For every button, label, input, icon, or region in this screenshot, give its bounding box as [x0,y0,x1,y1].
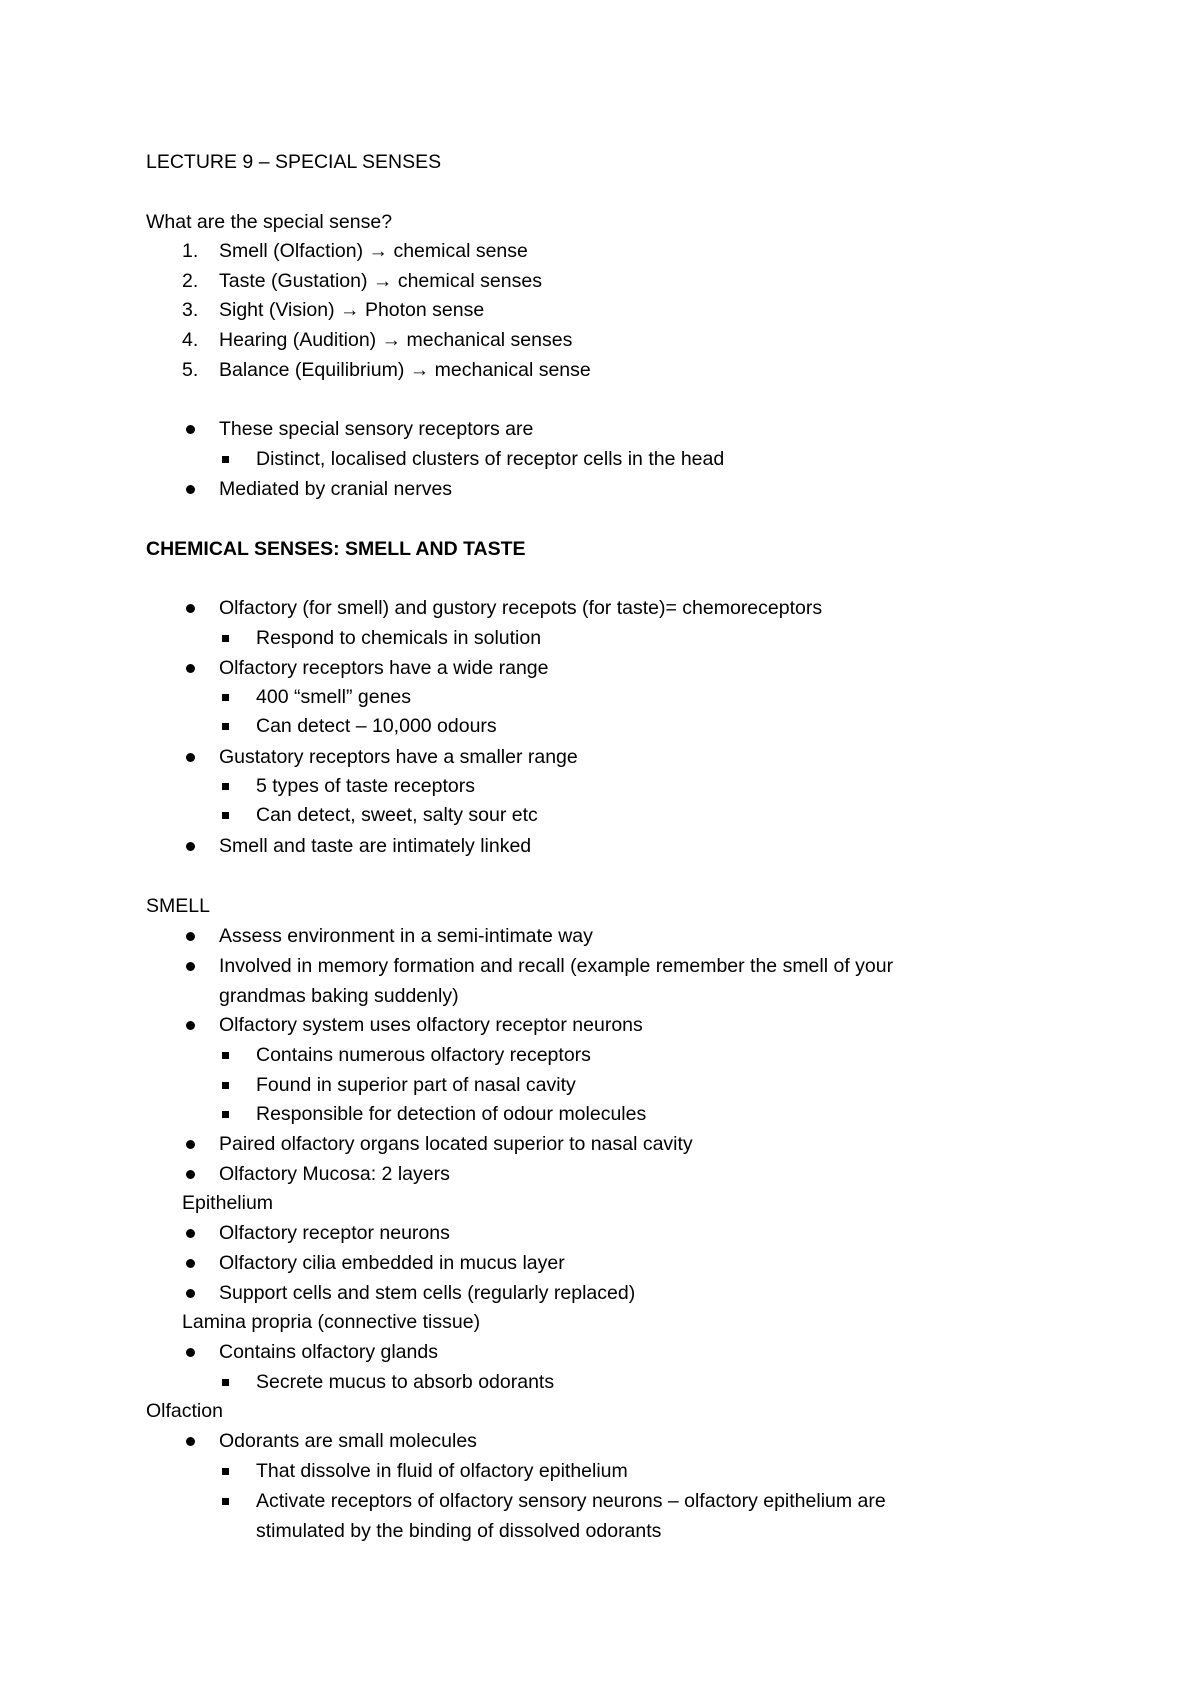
bullet-icon [186,664,195,673]
bullet-icon [186,485,195,494]
bullet-icon [186,932,195,941]
list-number: 5. [182,359,199,381]
square-bullet-icon [222,635,229,642]
square-bullet-icon [222,1111,229,1118]
list-item: Respond to chemicals in solution [256,627,542,649]
square-bullet-icon [222,1052,229,1059]
list-item: Contains numerous olfactory receptors [256,1044,591,1066]
square-bullet-icon [222,1468,229,1475]
list-item: Support cells and stem cells (regularly replaced) [219,1282,636,1304]
section-heading: SMELL [146,895,210,917]
bullet-icon [186,1437,195,1446]
list-item: Responsible for detection of odour molecules [256,1103,647,1125]
list-item: Assess environment in a semi-intimate way [219,925,593,947]
list-item: Involved in memory formation and recall (example remember the smell of your [219,955,894,977]
list-item: Balance (Equilibrium) → mechanical sense [219,359,591,381]
bullet-icon [186,604,195,613]
square-bullet-icon [222,723,229,730]
bullet-icon [186,842,195,851]
list-item: Olfactory receptor neurons [219,1222,450,1244]
list-item: Mediated by cranial nerves [219,478,453,500]
intro-question: What are the special sense? [146,211,393,233]
list-number: 2. [182,270,199,292]
list-item: Taste (Gustation) → chemical senses [219,270,542,292]
list-item: Found in superior part of nasal cavity [256,1074,576,1096]
square-bullet-icon [222,1498,229,1505]
bullet-icon [186,1140,195,1149]
bullet-icon [186,753,195,762]
list-item: Gustatory receptors have a smaller range [219,746,578,768]
bullet-icon [186,1259,195,1268]
subsection-label: Lamina propria (connective tissue) [182,1311,481,1333]
square-bullet-icon [222,783,229,790]
square-bullet-icon [222,812,229,819]
bullet-icon [186,962,195,971]
subsection-label: Epithelium [182,1192,274,1214]
page-title: LECTURE 9 – SPECIAL SENSES [146,151,442,173]
list-item: Olfactory cilia embedded in mucus layer [219,1252,565,1274]
list-item: Paired olfactory organs located superior to nasal cavity [219,1133,693,1155]
list-item: Sight (Vision) → Photon sense [219,299,485,321]
section-heading: CHEMICAL SENSES: SMELL AND TASTE [146,538,526,560]
square-bullet-icon [222,694,229,701]
list-item: Hearing (Audition) → mechanical senses [219,329,573,351]
bullet-icon [186,1348,195,1357]
square-bullet-icon [222,1082,229,1089]
list-item-continuation: grandmas baking suddenly) [219,985,459,1007]
list-item: Olfactory (for smell) and gustory recepots (for taste)= chemoreceptors [219,597,823,619]
bullet-icon [186,425,195,434]
list-item: That dissolve in fluid of olfactory epithelium [256,1460,628,1482]
list-item: Can detect, sweet, salty sour etc [256,804,538,826]
square-bullet-icon [222,1379,229,1386]
list-item: Distinct, localised clusters of receptor cells in the head [256,448,725,470]
list-item-continuation: stimulated by the binding of dissolved odorants [256,1520,662,1542]
list-item: Olfactory system uses olfactory receptor neurons [219,1014,643,1036]
list-item: Secrete mucus to absorb odorants [256,1371,555,1393]
list-item: Odorants are small molecules [219,1430,477,1452]
list-item: Olfactory Mucosa: 2 layers [219,1163,450,1185]
list-number: 3. [182,299,199,321]
list-item: Smell and taste are intimately linked [219,835,532,857]
bullet-icon [186,1289,195,1298]
list-item: Smell (Olfaction) → chemical sense [219,240,528,262]
list-item: 5 types of taste receptors [256,775,475,797]
list-item: Can detect – 10,000 odours [256,715,497,737]
square-bullet-icon [222,456,229,463]
section-heading: Olfaction [146,1400,223,1422]
list-item: Activate receptors of olfactory sensory neurons – olfactory epithelium are [256,1490,886,1512]
list-item: 400 “smell” genes [256,686,411,708]
list-item: These special sensory receptors are [219,418,534,440]
list-item: Contains olfactory glands [219,1341,438,1363]
list-number: 4. [182,329,199,351]
list-number: 1. [182,240,199,262]
bullet-icon [186,1021,195,1030]
bullet-icon [186,1229,195,1238]
bullet-icon [186,1170,195,1179]
list-item: Olfactory receptors have a wide range [219,657,549,679]
